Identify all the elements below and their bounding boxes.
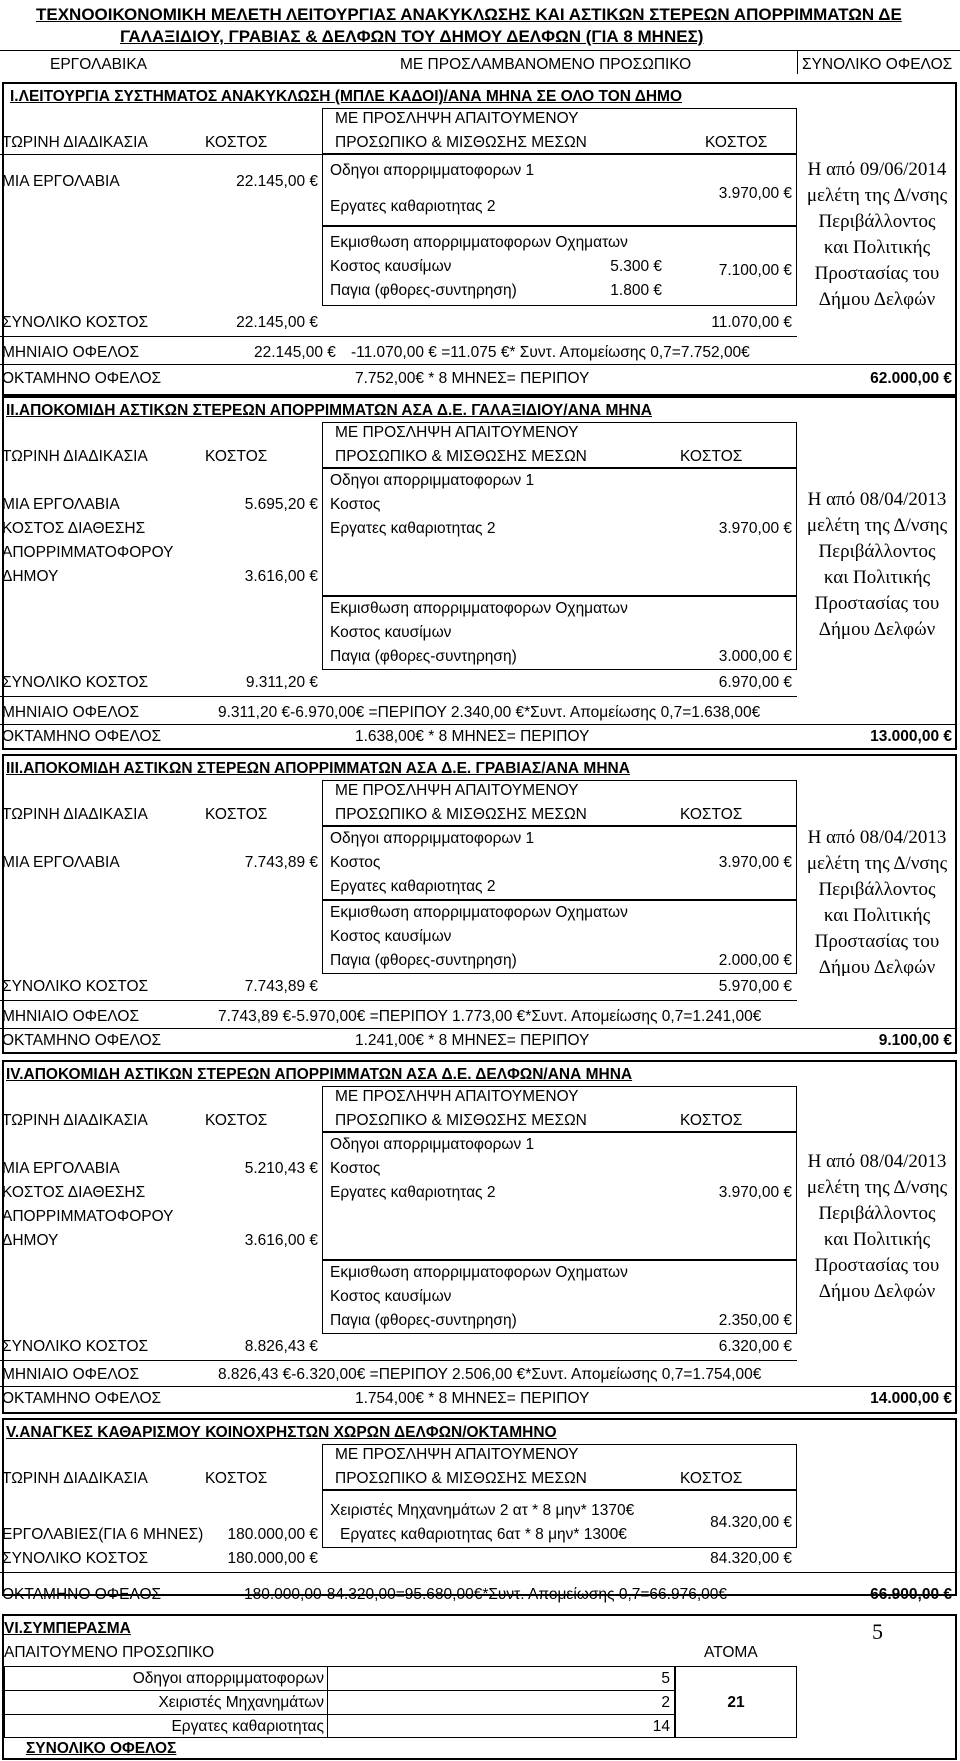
s3-cleaners: Εργατες καθαριοτητας 2	[330, 878, 496, 895]
s3-note-5: Προστασίας του	[814, 931, 940, 952]
page-number: 5	[872, 1619, 883, 1644]
s6-row-1-label: Οδηγοι απορριμματοφορων	[132, 1670, 324, 1687]
s5-eight-label: ΟΚΤΑΜΗΝΟ ΟΦΕΛΟΣ	[2, 1586, 162, 1603]
s3-fuel: Κοστος καυσίμων	[330, 928, 452, 945]
doc-title-line1: ΤΕΧΝΟΟΙΚΟΝΟΜΙΚΗ ΜΕΛΕΤΗ ΛΕΙΤΟΥΡΓΙΑΣ ΑΝΑΚΥΚΛΩΣΗΣ ΚΑΙ ΑΣΤΙΚΩΝ ΣΤΕΡΕΩΝ ΑΠΟΡΡΙΜΜΑΤΩΝ ΔΕ	[36, 5, 902, 24]
s2-current-header: ΤΩΡΙΝΗ ΔΙΑΔΙΚΑΣΙΑ	[2, 448, 148, 465]
s4-staff-box	[322, 1132, 797, 1260]
s1-current-header: ΤΩΡΙΝΗ ΔΙΑΔΙΚΑΣΙΑ	[2, 134, 148, 151]
s3-rule2	[0, 1028, 957, 1029]
s1-cleaners: Εργατες καθαριοτητας 2	[330, 198, 496, 215]
s1-monthly-calc: -11.070,00 € =11.075 €* Συντ. Απομείωσης 0,7=7.752,00€	[351, 344, 750, 361]
s2-note-5: Προστασίας του	[814, 593, 940, 614]
s3-staff-cost: 3.970,00 €	[718, 854, 792, 871]
s4-fixed-cost: 2.350,00 €	[718, 1312, 792, 1329]
header-top-rule	[0, 50, 960, 51]
section-1-title: Ι.ΛΕΙΤΟΥΡΓΙΑ ΣΥΣΤΗΜΑΤΟΣ ΑΝΑΚΥΚΛΩΣΗ (ΜΠΛΕ ΚΑΔΟΙ)/ΑΝΑ ΜΗΝΑ ΣΕ ΟΛΟ ΤΟΝ ΔΗΜΟ	[10, 88, 683, 105]
s3-note-4: και Πολιτικής	[823, 905, 931, 926]
s1-rule2	[0, 336, 797, 337]
s4-vehicles-box	[322, 1260, 797, 1334]
s4-total-new: 6.320,00 €	[718, 1338, 792, 1355]
s2-disposal-1: ΚΟΣΤΟΣ ΔΙΑΘΕΣΗΣ	[2, 520, 146, 537]
s3-vehicles-box	[322, 900, 797, 974]
s4-drivers: Οδηγοι απορριμματοφορων 1	[330, 1136, 535, 1153]
s3-note-2: μελέτη της Δ/νσης	[806, 853, 948, 874]
section-2-title: ΙΙ.ΑΠΟΚΟΜΙΔΗ ΑΣΤΙΚΩΝ ΣΤΕΡΕΩΝ ΑΠΟΡΡΙΜΜΑΤΩΝ ΑΣΑ Δ.Ε. ΓΑΛΑΞΙΔΙΟΥ/ΑΝΑ ΜΗΝΑ	[6, 402, 652, 419]
s3-eight-calc: 1.241,00€ * 8 ΜΗΝΕΣ= ΠΕΡΙΠΟΥ	[355, 1032, 590, 1049]
s3-note-3: Περιβάλλοντος	[818, 879, 936, 900]
s3-rule	[0, 1000, 797, 1001]
s5-operators: Χειριστές Μηχανημάτων 2 ατ * 8 μην* 1370€	[330, 1502, 635, 1519]
s3-contractor-cost: 7.743,89 €	[244, 854, 318, 871]
s5-total-old: 180.000,00 €	[227, 1550, 318, 1567]
s4-benefit: 14.000,00 €	[870, 1390, 952, 1407]
s2-note-1: Η από 08/04/2013	[807, 489, 947, 510]
s1-lease: Εκμισθωση απορριμματοφορων Οχηματων	[330, 234, 628, 251]
s4-cleaners: Εργατες καθαριοτητας 2	[330, 1184, 496, 1201]
s4-rule	[0, 1360, 797, 1361]
s5-cleaners: Εργατες καθαριοτητας 6ατ * 8 μην* 1300€	[340, 1526, 627, 1543]
s1-monthly-old: 22.145,00 €	[254, 344, 336, 361]
s6-table-rule1	[4, 1690, 675, 1691]
s2-cost-header2: ΚΟΣΤΟΣ	[680, 448, 743, 465]
s3-note-1: Η από 08/04/2013	[807, 827, 947, 848]
s4-total-label: ΣΥΝΟΛΙΚΟ ΚΟΣΤΟΣ	[2, 1338, 149, 1355]
s3-lease: Εκμισθωση απορριμματοφορων Οχηματων	[330, 904, 628, 921]
s2-benefit: 13.000,00 €	[870, 728, 952, 745]
s5-cost-header: ΚΟΣΤΟΣ	[205, 1470, 268, 1487]
s1-fuel-cost: 5.300 €	[610, 258, 662, 275]
s6-persons-header: ΑΤΟΜΑ	[704, 1644, 758, 1661]
s2-fixed-cost: 3.000,00 €	[718, 648, 792, 665]
s2-contractor-cost: 5.695,20 €	[244, 496, 318, 513]
s6-row-2-label: Χειριστές Μηχανημάτων	[158, 1694, 324, 1711]
s2-fixed: Παγια (φθορες-συντηρηση)	[330, 648, 517, 665]
s6-required-label: ΑΠΑΙΤΟΥΜΕΝΟ ΠΡΟΣΩΠΙΚΟ	[4, 1644, 215, 1661]
s2-cost-header: ΚΟΣΤΟΣ	[205, 448, 268, 465]
s1-drivers: Οδηγοι απορριμματοφορων 1	[330, 162, 535, 179]
s1-fixed-cost: 1.800 €	[610, 282, 662, 299]
s3-total-old: 7.743,89 €	[244, 978, 318, 995]
s2-header-box	[322, 422, 797, 468]
section-5-title: V.ΑΝΑΓΚΕΣ ΚΑΘΑΡΙΣΜΟΥ ΚΟΙΝΟΧΡΗΣΤΩΝ ΧΩΡΩΝ ΔΕΛΦΩΝ/ΟΚΤΑΜΗΝΟ	[6, 1424, 557, 1441]
s4-cost-header2: ΚΟΣΤΟΣ	[680, 1112, 743, 1129]
s1-contractor-cost: 22.145,00 €	[236, 173, 318, 190]
s2-total-new: 6.970,00 €	[718, 674, 792, 691]
s4-note-5: Προστασίας του	[814, 1255, 940, 1276]
s4-disposal-1: ΚΟΣΤΟΣ ΔΙΑΘΕΣΗΣ	[2, 1184, 146, 1201]
s4-note-1: Η από 08/04/2013	[807, 1151, 947, 1172]
s3-header-box	[322, 780, 797, 826]
s1-staff-cost: 3.970,00 €	[718, 185, 792, 202]
s3-monthly-label: ΜΗΝΙΑΙΟ ΟΦΕΛΟΣ	[2, 1008, 140, 1025]
s6-table-rule2	[4, 1714, 675, 1715]
s2-kostos: Κοστος	[330, 496, 381, 513]
s6-row-2-count: 2	[661, 1694, 670, 1711]
s1-total-old: 22.145,00 €	[236, 314, 318, 331]
s4-current-header: ΤΩΡΙΝΗ ΔΙΑΔΙΚΑΣΙΑ	[2, 1112, 148, 1129]
s3-monthly-calc: 7.743,89 €-5.970,00€ =ΠΕΡΙΠΟΥ 1.773,00 €*Συντ. Απομείωσης 0,7=1.241,00€	[218, 1008, 762, 1025]
s2-rule	[0, 696, 797, 697]
s1-eight-label: ΟΚΤΑΜΗΝΟ ΟΦΕΛΟΣ	[2, 370, 162, 387]
s4-disposal-3: ΔΗΜΟΥ	[2, 1232, 59, 1249]
s3-eight-label: ΟΚΤΑΜΗΝΟ ΟΦΕΛΟΣ	[2, 1032, 162, 1049]
s6-row-3-label: Εργατες καθαριοτητας	[171, 1718, 324, 1735]
s1-hire-line2: ΠΡΟΣΩΠΙΚΟ & ΜΙΣΘΩΣΗΣ ΜΕΣΩΝ	[335, 134, 587, 151]
s5-total-label: ΣΥΝΟΛΙΚΟ ΚΟΣΤΟΣ	[2, 1550, 149, 1567]
header-own-staff: ΜΕ ΠΡΟΣΛΑΜΒΑΝΟΜΕΝΟ ΠΡΟΣΩΠΙΚΟ	[400, 56, 692, 73]
section-3-title: ΙΙΙ.ΑΠΟΚΟΜΙΔΗ ΑΣΤΙΚΩΝ ΣΤΕΡΕΩΝ ΑΠΟΡΡΙΜΜΑΤΩΝ ΑΣΑ Δ.Ε. ΓΡΑΒΙΑΣ/ΑΝΑ ΜΗΝΑ	[6, 760, 630, 777]
s4-hire-line2: ΠΡΟΣΩΠΙΚΟ & ΜΙΣΘΩΣΗΣ ΜΕΣΩΝ	[335, 1112, 587, 1129]
s4-total-old: 8.826,43 €	[244, 1338, 318, 1355]
s3-total-label: ΣΥΝΟΛΙΚΟ ΚΟΣΤΟΣ	[2, 978, 149, 995]
s2-disposal-2: ΑΠΟΡΡΙΜΜΑΤΟΦΟΡΟΥ	[2, 544, 174, 561]
s4-disposal-2: ΑΠΟΡΡΙΜΜΑΤΟΦΟΡΟΥ	[2, 1208, 174, 1225]
s2-disposal-3: ΔΗΜΟΥ	[2, 568, 59, 585]
s1-cost-header: ΚΟΣΤΟΣ	[205, 134, 268, 151]
s2-staff-cost: 3.970,00 €	[718, 520, 792, 537]
s2-contractor-label: ΜΙΑ ΕΡΓΟΛΑΒΙΑ	[2, 496, 120, 513]
s1-note-2: μελέτη της Δ/νσης	[806, 185, 948, 206]
s2-staff-box	[322, 468, 797, 596]
s5-rule	[0, 1572, 957, 1573]
s1-vehicles-cost: 7.100,00 €	[718, 262, 792, 279]
s1-note-6: Δήμου Δελφών	[818, 289, 936, 310]
s4-staff-cost: 3.970,00 €	[718, 1184, 792, 1201]
s3-benefit: 9.100,00 €	[878, 1032, 952, 1049]
s5-header-box	[322, 1444, 797, 1490]
s1-note-5: Προστασίας του	[814, 263, 940, 284]
s2-vehicles-box	[322, 596, 797, 670]
s1-total-new: 11.070,00 €	[711, 314, 792, 331]
s1-note-4: και Πολιτικής	[823, 237, 931, 258]
s2-drivers: Οδηγοι απορριμματοφορων 1	[330, 472, 535, 489]
s5-staff-cost: 84.320,00 €	[710, 1514, 792, 1531]
s2-total-old: 9.311,20 €	[245, 674, 318, 691]
s2-eight-label: ΟΚΤΑΜΗΝΟ ΟΦΕΛΟΣ	[2, 728, 162, 745]
s2-cleaners: Εργατες καθαριοτητας 2	[330, 520, 496, 537]
s3-drivers: Οδηγοι απορριμματοφορων 1	[330, 830, 535, 847]
s6-total-benefit-label: ΣΥΝΟΛΙΚΟ ΟΦΕΛΟΣ	[26, 1740, 177, 1757]
s1-note-3: Περιβάλλοντος	[818, 211, 936, 232]
s6-row-1-count: 5	[661, 1670, 670, 1687]
s4-rule2	[0, 1386, 957, 1387]
s3-note-6: Δήμου Δελφών	[818, 957, 936, 976]
s3-current-header: ΤΩΡΙΝΗ ΔΙΑΔΙΚΑΣΙΑ	[2, 806, 148, 823]
s2-hire-line2: ΠΡΟΣΩΠΙΚΟ & ΜΙΣΘΩΣΗΣ ΜΕΣΩΝ	[335, 448, 587, 465]
s1-cost-header2: ΚΟΣΤΟΣ	[705, 134, 768, 151]
s5-current-header: ΤΩΡΙΝΗ ΔΙΑΔΙΚΑΣΙΑ	[2, 1470, 148, 1487]
s3-kostos: Κοστος	[330, 854, 381, 871]
s4-fixed: Παγια (φθορες-συντηρηση)	[330, 1312, 517, 1329]
s2-lease: Εκμισθωση απορριμματοφορων Οχηματων	[330, 600, 628, 617]
s4-hire-line1: ΜΕ ΠΡΟΣΛΗΨΗ ΑΠΑΙΤΟΥΜΕΝΟΥ	[335, 1088, 579, 1105]
s2-monthly-calc: 9.311,20 €-6.970,00€ =ΠΕΡΙΠΟΥ 2.340,00 €*Συντ. Απομείωσης 0,7=1.638,00€	[218, 704, 761, 721]
s3-cost-header: ΚΟΣΤΟΣ	[205, 806, 268, 823]
section-4-title: ΙV.ΑΠΟΚΟΜΙΔΗ ΑΣΤΙΚΩΝ ΣΤΕΡΕΩΝ ΑΠΟΡΡΙΜΜΑΤΩΝ ΑΣΑ Δ.Ε. ΔΕΛΦΩΝ/ΑΝΑ ΜΗΝΑ	[6, 1066, 633, 1083]
header-contract: ΕΡΓΟΛΑΒΙΚΑ	[50, 56, 148, 73]
s5-contracts-cost: 180.000,00 €	[227, 1526, 318, 1543]
s5-total-new: 84.320,00 €	[710, 1550, 792, 1567]
s4-disposal-cost: 3.616,00 €	[244, 1232, 318, 1249]
s4-monthly-calc: 8.826,43 €-6.320,00€ =ΠΕΡΙΠΟΥ 2.506,00 €*Συντ. Απομείωσης 0,7=1.754,00€	[218, 1366, 762, 1383]
s4-monthly-label: ΜΗΝΙΑΙΟ ΟΦΕΛΟΣ	[2, 1366, 140, 1383]
s4-cost-header: ΚΟΣΤΟΣ	[205, 1112, 268, 1129]
s1-vehicles-box	[322, 226, 797, 306]
s2-rule2	[0, 724, 957, 725]
doc-title-line2: ΓΑΛΑΞΙΔΙΟΥ, ΓΡΑΒΙΑΣ & ΔΕΛΦΩΝ ΤΟΥ ΔΗΜΟΥ ΔΕΛΦΩΝ (ΓΙΑ 8 ΜΗΝΕΣ)	[120, 27, 704, 46]
s3-hire-line1: ΜΕ ΠΡΟΣΛΗΨΗ ΑΠΑΙΤΟΥΜΕΝΟΥ	[335, 782, 579, 799]
s4-kostos: Κοστος	[330, 1160, 381, 1177]
s4-lease: Εκμισθωση απορριμματοφορων Οχηματων	[330, 1264, 628, 1281]
s4-note-6: Δήμου Δελφών	[818, 1281, 936, 1302]
s2-fuel: Κοστος καυσίμων	[330, 624, 452, 641]
s5-cost-header2: ΚΟΣΤΟΣ	[680, 1470, 743, 1487]
s2-note-3: Περιβάλλοντος	[818, 541, 936, 562]
s3-total-new: 5.970,00 €	[718, 978, 792, 995]
s1-total-label: ΣΥΝΟΛΙΚΟ ΚΟΣΤΟΣ	[2, 314, 149, 331]
s3-cost-header2: ΚΟΣΤΟΣ	[680, 806, 743, 823]
s6-row-3-count: 14	[652, 1718, 670, 1735]
s5-hire-line1: ΜΕ ΠΡΟΣΛΗΨΗ ΑΠΑΙΤΟΥΜΕΝΟΥ	[335, 1446, 579, 1463]
header-divider	[797, 50, 798, 74]
s5-staff-box	[322, 1490, 797, 1548]
s5-eight-calc: 180.000,00-84.320,00=95.680,00€*Συντ. Απομείωσης 0,7=66.976,00€	[244, 1586, 727, 1603]
s1-header-box	[322, 108, 797, 154]
s4-eight-label: ΟΚΤΑΜΗΝΟ ΟΦΕΛΟΣ	[2, 1390, 162, 1407]
s2-eight-calc: 1.638,00€ * 8 ΜΗΝΕΣ= ΠΕΡΙΠΟΥ	[355, 728, 590, 745]
s3-contractor-label: ΜΙΑ ΕΡΓΟΛΑΒΙΑ	[2, 854, 120, 871]
s6-total-persons: 21	[727, 1694, 745, 1711]
s4-fuel: Κοστος καυσίμων	[330, 1288, 452, 1305]
s4-contractor-label: ΜΙΑ ΕΡΓΟΛΑΒΙΑ	[2, 1160, 120, 1177]
s1-eight-calc: 7.752,00€ * 8 ΜΗΝΕΣ= ΠΕΡΙΠΟΥ	[355, 370, 590, 387]
s1-staff-box	[322, 154, 797, 226]
s4-note-3: Περιβάλλοντος	[818, 1203, 936, 1224]
s2-note-6: Δήμου Δελφών	[818, 619, 936, 640]
s1-hire-line1: ΜΕ ΠΡΟΣΛΗΨΗ ΑΠΑΙΤΟΥΜΕΝΟΥ	[335, 110, 579, 127]
s1-benefit: 62.000,00 €	[870, 370, 952, 387]
s1-fixed: Παγια (φθορες-συντηρηση)	[330, 282, 517, 299]
s3-hire-line2: ΠΡΟΣΩΠΙΚΟ & ΜΙΣΘΩΣΗΣ ΜΕΣΩΝ	[335, 806, 587, 823]
s1-rule3	[0, 364, 957, 365]
s2-total-label: ΣΥΝΟΛΙΚΟ ΚΟΣΤΟΣ	[2, 674, 149, 691]
s2-disposal-cost: 3.616,00 €	[244, 568, 318, 585]
s4-header-box	[322, 1086, 797, 1132]
s3-fixed-cost: 2.000,00 €	[718, 952, 792, 969]
s6-table-divider	[327, 1666, 328, 1738]
s2-hire-line1: ΜΕ ΠΡΟΣΛΗΨΗ ΑΠΑΙΤΟΥΜΕΝΟΥ	[335, 424, 579, 441]
s3-staff-box	[322, 826, 797, 900]
s1-fuel: Κοστος καυσίμων	[330, 258, 452, 275]
section-6-title: VI.ΣΥΜΠΕΡΑΣΜΑ	[4, 1620, 131, 1637]
s4-note-4: και Πολιτικής	[823, 1229, 931, 1250]
s1-monthly-label: ΜΗΝΙΑΙΟ ΟΦΕΛΟΣ	[2, 344, 140, 361]
s4-eight-calc: 1.754,00€ * 8 ΜΗΝΕΣ= ΠΕΡΙΠΟΥ	[355, 1390, 590, 1407]
s1-contractor-label: ΜΙΑ ΕΡΓΟΛΑΒΙΑ	[2, 173, 120, 190]
s5-benefit: 66.900,00 €	[870, 1586, 952, 1603]
s1-note-1: Η από 09/06/2014	[807, 159, 947, 180]
s5-hire-line2: ΠΡΟΣΩΠΙΚΟ & ΜΙΣΘΩΣΗΣ ΜΕΣΩΝ	[335, 1470, 587, 1487]
s3-fixed: Παγια (φθορες-συντηρηση)	[330, 952, 517, 969]
s4-note-2: μελέτη της Δ/νσης	[806, 1177, 948, 1198]
header-total-benefit: ΣΥΝΟΛΙΚΟ ΟΦΕΛΟΣ	[802, 56, 953, 73]
s2-note-2: μελέτη της Δ/νσης	[806, 515, 948, 536]
s2-note-4: και Πολιτικής	[823, 567, 931, 588]
s4-contractor-cost: 5.210,43 €	[244, 1160, 318, 1177]
s2-monthly-label: ΜΗΝΙΑΙΟ ΟΦΕΛΟΣ	[2, 704, 140, 721]
s5-contracts-label: ΕΡΓΟΛΑΒΙΕΣ(ΓΙΑ 6 ΜΗΝΕΣ)	[2, 1526, 204, 1543]
